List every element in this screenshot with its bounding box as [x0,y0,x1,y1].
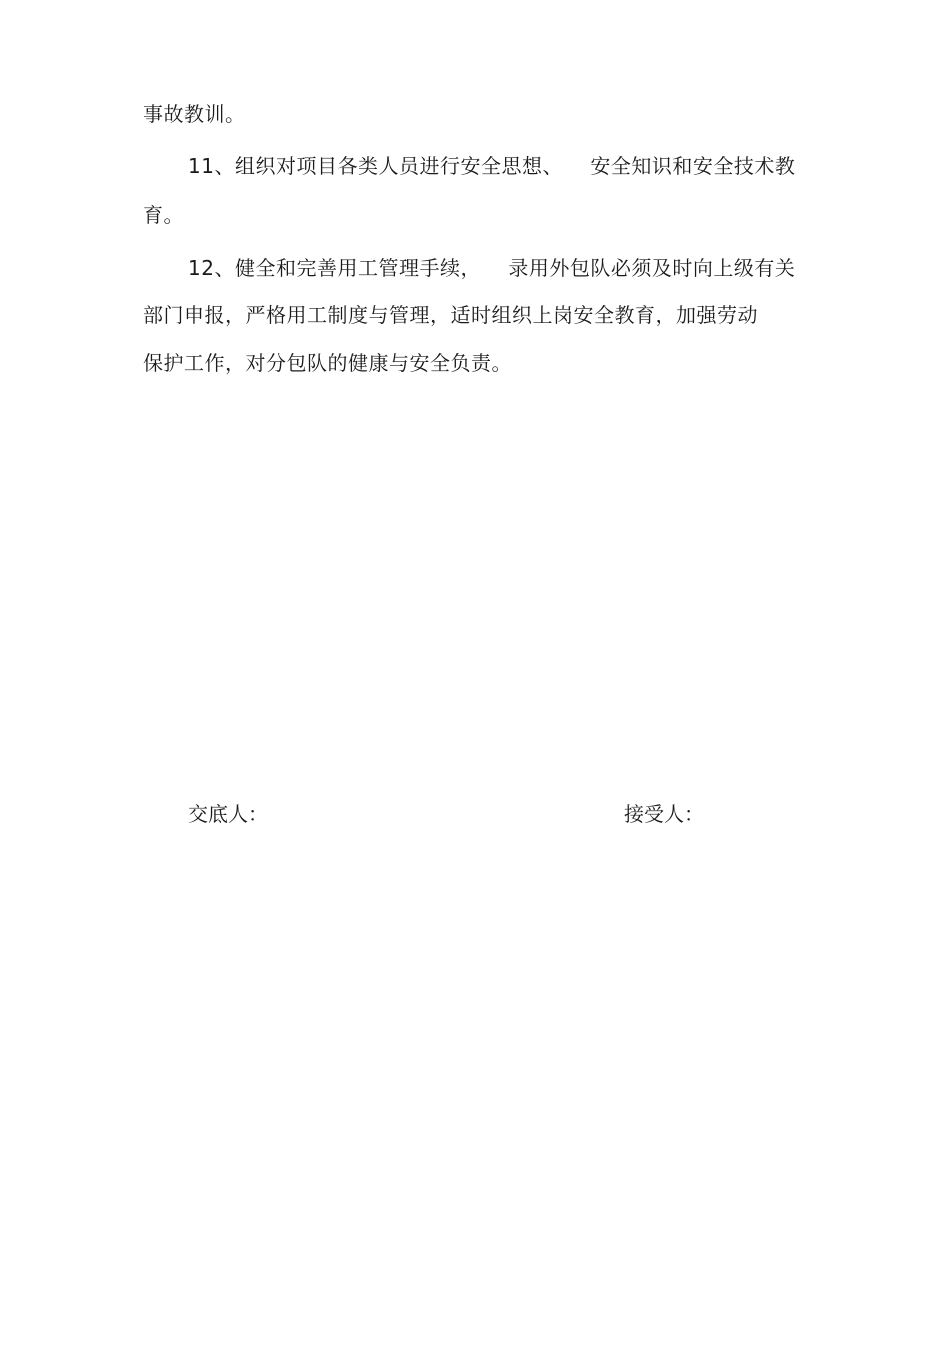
paragraph-11-line-2: 育。 [143,203,184,227]
handover-person-label: 交底人： [188,802,268,826]
paragraph-11-line-1: 11、组织对项目各类人员进行安全思想、 安全知识和安全技术教 [188,154,796,178]
paragraph-10-tail-line-1: 事故教训。 [143,102,246,126]
paragraph-12-line-2: 部门申报，严格用工制度与管理，适时组织上岗安全教育，加强劳动 [143,303,758,327]
receiver-person-label: 接受人： [624,802,704,826]
paragraph-12-line-3: 保护工作，对分包队的健康与安全负责。 [143,351,512,375]
paragraph-12-line-1: 12、健全和完善用工管理手续， 录用外包队必须及时向上级有关 [188,256,796,280]
